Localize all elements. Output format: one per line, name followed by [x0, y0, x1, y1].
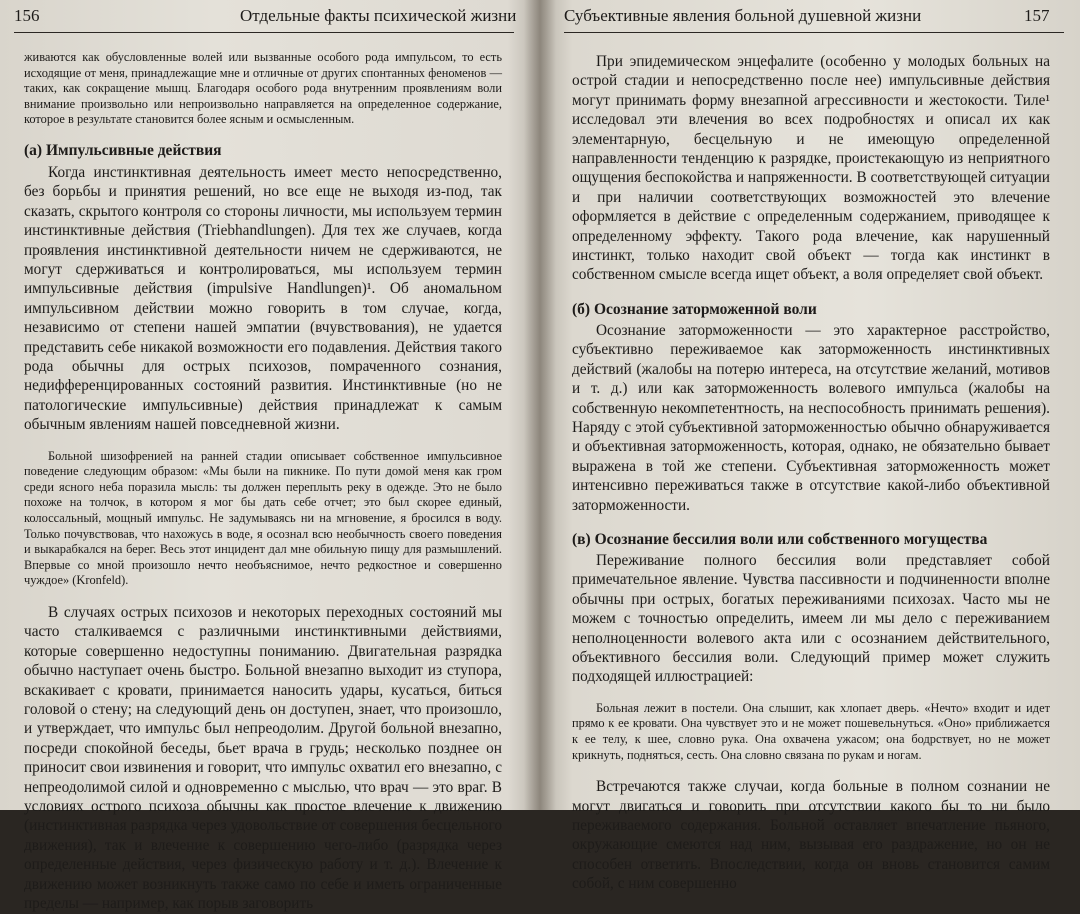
left-header-rule [14, 32, 514, 33]
section-a-paragraph: Когда инстинктивная деятельность имеет место непосредственно, без борьбы и принятия решений, но все еще не выходя из-под, так сказать, скрытого контроля со стороны личности, мы используем термин инстинктивные действия (Triebhandlungen). Для тех же случаев, когда проявления инстинктивной деятельности ничем не сдерживаются, не могут сдерживаться и контролироваться, мы используем термин импульсивные действия (impulsive Handlungen)¹. Об аномальном импульсивном действии можно говорить в том случае, когда, независимо от степени нашей эмпатии (вчувствования), не удается представить себе никакой возможности его подавления. Действия такого рода обычны для острых психозов, помраченного сознания, недифференцированных состояний развития. Инстинктивные (но не патологические импульсивные) действия принадлежат к самым обычным явлениям нашей повседневной жизни. [24, 163, 502, 434]
book-gutter [524, 0, 556, 810]
left-case-quote: Больной шизофренией на ранней стадии описывает собственное импульсивное поведение следующим образом: «Мы были на пикнике. По пути домой меня как гром среди ясного неба поразила мысль: ты должен переплыть реку в одежде. Это не было похоже на толчок, в котором я мог бы дать себе отчет; это был скорее единый, колоссальный, мощный импульс. Не задумываясь ни на мгновение, я бросился в воду. Только почувствовав, что нахожусь в воде, я осознал всю необычность своего поведения и выкарабкался на берег. Весь этот инцидент дал мне обильную пищу для размышлений. Впервые со мной произошло нечто необъяснимое, нечто редкостное и совершенно чуждое» (Kronfeld). [24, 448, 502, 588]
right-case-quote: Больная лежит в постели. Она слышит, как хлопает дверь. «Нечто» входит и идет прямо к ее кровати. Она чувствует это и не может пошевельнуться. «Оно» приближается к ее телу, к шее, словно рука. Она охвачена ужасом; она бодрствует, но не может крикнуть, подняться, сесть. Она словно связана по рукам и ногам. [572, 700, 1050, 762]
left-running-title: Отдельные факты психической жизни [240, 6, 517, 25]
section-b-heading: (б) Осознание заторможенной воли [572, 300, 817, 318]
left-intro-paragraph: живаются как обусловленные волей или вызванные особого рода импульсом, то есть исходящие от меня, принадлежащие мне и отличные от других спонтанных феноменов — таких, как сокращение мышц. Благодаря особого рода внутренним проявлениям воли внимание произвольно или непроизвольно направляется на определенное содержание, которое в результате становится более ясным и осмысленным. [24, 50, 502, 127]
right-header-rule [564, 32, 1064, 33]
left-closing-paragraph: В случаях острых психозов и некоторых переходных состояний мы часто сталкиваемся с различными инстинктивными действиями, которые совершенно недоступны пониманию. Двигательная разрядка обычно наступает очень быстро. Больной внезапно выходит из ступора, вскакивает с кровати, принимается наносить удары, кусаться, биться головой о стену; на следующий день он доступен, знает, что произошло, и утверждает, что импульс был непреодолим. Другой больной внезапно, посреди спокойной беседы, бьет врача в грудь; несколько позднее он приносит свои извинения и говорит, что импульс охватил его внезапно, с непреодолимой силой и одновременно с мыслью, что врач — это враг. В условиях острого психоза обычны как простое влечение к движению (инстинктивная разрядка через удовольствие от совершения бесцельного движения), так и влечение к совершению чего-либо (разрядка через определенные действия, через физическую работу и т. д.). Влечение к движению может возникнуть также само по себе и иметь ограниченные пределы — например, как порыв заговорить [24, 604, 502, 913]
right-page [556, 0, 1080, 893]
right-page-body [572, 52, 1050, 894]
section-c-paragraph: Переживание полного бессилия воли представляет собой примечательное явление. Чувства пассивности и подчиненности вполне обычны при острых, богатых переживаниями психозах. Часто мы не можем с точностью определить, имеем ли мы дело с переживанием неполноценности волевого акта или с осознанием действительного, объективного бессилия воли. Следующий пример может служить подходящей иллюстрацией: [572, 551, 1050, 686]
left-page [0, 0, 528, 913]
section-c-heading: (в) Осознание бессилия воли или собственного могущества [572, 530, 988, 548]
right-running-title: Субъективные явления больной душевной жизни [564, 6, 922, 25]
left-page-number: 156 [14, 6, 40, 25]
right-intro-paragraph: При эпидемическом энцефалите (особенно у молодых больных на острой стадии и непосредственно после нее) импульсивные действия могут принимать форму внезапной агрессивности и жестокости. Тиле¹ исследовал эти влечения во всех подробностях и описал их как элементарную, бесцельную и не имеющую определенной направленности тенденцию к разрядке, проистекающую из неприятного ощущения беспокойства и напряженности. В соответствующей ситуации и при наличии соответствующих возможностей это влечение оформляется в действие с определенным содержанием, приводящее к определенному эффекту. Такого рода влечение, как нарушенный инстинкт, только находит свой объект — тогда как инстинкт в собственном смысле всегда ищет объект, а воля определяет свой объект. [572, 53, 1050, 284]
right-page-number: 157 [1024, 6, 1050, 25]
right-closing-paragraph: Встречаются также случаи, когда больные в полном сознании не могут двигаться и говорить при отсутствии какого бы то ни было переживаемого содержания. Больной оставляет впечатление пьяного, окружающие смеются над ним, вызывая его раздражение, но он не способен ответить. Впоследствии, когда он вновь становится самим собой, с ним совершенно [572, 778, 1050, 893]
left-page-body [24, 50, 502, 914]
section-a-heading: (а) Импульсивные действия [24, 141, 222, 159]
section-b-paragraph: Осознание заторможенности — это характерное расстройство, субъективно переживаемое как заторможенность инстинктивных действий (жалобы на потерю интереса, на отсутствие желаний, мотивов и т. д.) или как заторможенность волевого импульса (жалобы на собственную некомпетентность, на неспособность принимать решения). Наряду с этой субъективной заторможенностью обычно обнаруживается и объективная заторможенность, которая, однако, не обязательно бывает выражена в той же степени. Субъективная заторможенность может интенсивно переживаться также в отсутствие какой-либо объективной заторможенности. [572, 321, 1050, 514]
